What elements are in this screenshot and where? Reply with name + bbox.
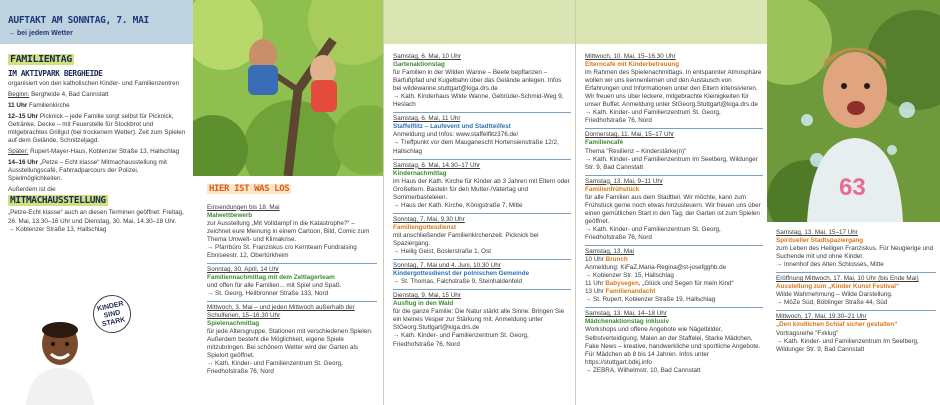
- c4-e2-text: Thema "Resilienz – Kinderstärke(n)": [585, 147, 687, 155]
- section-title: HIER IST WAS LOS: [209, 184, 290, 194]
- mitmach-text: „Petze-Echt klasse“ auch an diesen Terminen geöffnet: Freitag, 26. Mai, 13.30–16 Uhr und Dienstag, 30. Mai, 14.30–18 Uhr.: [8, 209, 184, 225]
- c2-e3-text: für jede Altersgruppe. Stationen mit verschiedenen Spielen. Außerdem besteht die Möglichkeit, eigene Spiele mitzubringen. Bei schönem Wetter wird der Garten als Spielort geöffnet.: [207, 328, 373, 360]
- c3-e2-text: Anmeldung und Infos: www.staffelflitz376.de/: [393, 131, 519, 139]
- c5-e1-text: zum Leben des Heiligen Franziskus. Für Neugierige und Suchende mit und ohne Kinder.: [776, 245, 934, 261]
- c4-e1-date: Mittwoch, 10. Mai, 15–16.30 Uhr: [585, 53, 676, 60]
- beginn-location: Bergheide 4, Bad Cannstatt: [31, 90, 109, 98]
- text-2: Picknick – jede Familie sorgt selbst für Picknick, Getränke, Decke – mit Feuerstelle für Stockbrot und mitgebrachtes Grillgut (bei trockenem Wetter). Zeit zum Spielen auf dem Gelände, Schnitzeljagd.: [8, 112, 186, 145]
- c4-e3-text: für alle Familien aus dem Stadtteil. Wir möchte, kann zum Frühstück gerne noch etwas hinzusteuern. Wir freuen uns über einen gemütlichen Start in den Tag, der Garten ist zum Spielen geöffnet.: [585, 193, 761, 225]
- c4-e5-title: Mädchenaktionstag inklusiv: [585, 318, 669, 326]
- c3-e1-text: für Familien in der Wilden Wanne – Beete bepflanzen – Barfußpfad und Kugelbahn über das Gelände anlegen. Infos bei wildewanne.stuttgart@kiga.drs.de: [393, 69, 562, 93]
- c2-e2-date: Sonntag, 30. April, 14 Uhr: [207, 265, 280, 273]
- c3-e4-text: mit anschließender Familienkirchenzeit. Picknick bei Spaziergang.: [393, 231, 539, 247]
- c4-e1-location: → Kath. Kinder- und Familienzentrum St. Georg, Friedhofstraße 76, Nord: [585, 109, 721, 125]
- page-subtitle: → bei jedem Wetter: [8, 30, 73, 37]
- c4-e5-text: Workshops und offene Angebote wie Nägelbilder, Selbstverteidigung, Malen an der Staffelei, Starke Mädchen, Fake News – kreative, handwerkliche und sportliche Angebote. Für Mädchen ab 8 bis 14 Jahren. Infos unter https://stuttgart.bdkj.info: [585, 326, 761, 366]
- c4-e4-l1: 10 Uhr: [585, 256, 604, 264]
- c5-e3-title: „Den kindlichen Schlaf sicher gestalten“: [776, 321, 898, 329]
- c3-e3-text: im Haus der Kath. Kirche für Kinder ab 3 Jahren mit Eltern oder Großeltern. Basteln für den Mutter-/Vatertag und Sommerbasteleien.: [393, 177, 570, 201]
- c3-e5-date: Sonntag, 7. Mai und 4. Juni, 10.30 Uhr: [393, 262, 501, 270]
- column-hier-ist-was-los: [193, 0, 383, 405]
- time-2: 12–15 Uhr: [8, 112, 39, 120]
- c4-e4-l2: Anmeldung: KiFaZ.Maria-Regina@st-josefgghb.de: [585, 264, 727, 272]
- c4-e5-location: → ZEBRA, Wilhelmstr. 10, Bad Cannstatt: [585, 366, 701, 374]
- c3-e6-title: Ausflug in den Wald: [393, 300, 454, 308]
- c3-e4-title: Familiengottesdienst: [393, 223, 456, 231]
- beginn-label: Beginn:: [8, 90, 30, 98]
- c3-e1-date: Samstag, 6. Mai, 10 Uhr: [393, 53, 461, 60]
- mitmach-title: MITMACHAUSSTELLUNG: [10, 195, 106, 207]
- text-3: „Petze – Echt klasse“ Mitmachausstellung mit Ausstellungscafé, Fahrradparcours der Polizei, Spielmöglichkeiten.: [8, 159, 167, 183]
- kids-climbing-tree-photo: [193, 0, 383, 176]
- c4-e1-title: Elterncafé mit Kinderbetreuung: [585, 61, 680, 69]
- time-3: 14–16 Uhr: [8, 159, 39, 167]
- c3-e4-date: Sonntag, 7. Mai, 9.30 Uhr: [393, 215, 465, 223]
- c3-e2-location: → Treffpunkt vor dem Mauganescht Hortensienstraße 12/2, Hallschlag: [393, 139, 559, 155]
- c5-e3-date: Mittwoch, 17. Mai, 19.30–21 Uhr: [776, 313, 867, 321]
- c3-e3-date: Samstag, 6. Mai, 14.30–17 Uhr: [393, 161, 481, 169]
- c5-e1-title: Spiritueller Stadtspaziergang: [776, 237, 864, 245]
- page-title: AUFTAKT AM SONNTAG, 7. MAI: [8, 15, 149, 26]
- c2-e1-text: zur Ausstellung „Mit Volldampf in die Katastrophe?“ – zeichnet eure Meinung in einem Cartoon, Bild, Comic zum Thema Umwelt- und Klimakrise.: [207, 219, 370, 243]
- c4-e4-l1b: Brunch: [605, 256, 628, 264]
- c3-e5-title: Kindergottesdienst der polnischen Gemeinde: [393, 270, 530, 278]
- c4-e4-l5b: Familienandacht: [605, 288, 656, 296]
- spaeter-label: Später:: [8, 148, 29, 156]
- c4-e1-text: im Rahmen des Spielenachmittags. In entspannter Atmosphäre wollen wir uns kennenlernen und den Austausch von Erfahrungen und Informationen unter den Eltern intensivieren. Wir freuen uns über leckere, mitgebrachte Kleinigkeiten für unser Buffet. Anmeldung unter StGeorg.Stuttgart@kiga.drs.de: [585, 69, 762, 109]
- c5-e1-date: Samstag, 13. Mai, 15–17 Uhr: [776, 229, 858, 236]
- column-events-3: [383, 0, 575, 405]
- c4-e4-location: → St. Rupert, Koblenzer Straße 19, Hallschlag: [585, 296, 716, 304]
- c3-e6-text: für die ganze Familie: Die Natur stärkt alle Sinne. Bringen Sie ein kleines Vesper zur Stärkung mit. Anmeldung unter StGeorg.Stuttgart@kiga.drs.de: [393, 308, 565, 332]
- ausserdem-text: Außerdem ist die: [8, 186, 56, 194]
- c4-e5-date: Samstag, 13. Mai, 14–18 Uhr: [585, 310, 667, 318]
- c3-e1-title: Gartenaktionstag: [393, 61, 445, 69]
- spaeter-location: Rupert-Mayer-Haus, Koblenzer Straße 13, Hallschlag: [30, 148, 180, 156]
- time-1: 11 Uhr: [8, 101, 28, 109]
- c3-e5-location: → St. Thomas, Falchstraße 9, Steinhaldenfeld: [393, 278, 523, 286]
- c3-e6-date: Dienstag, 9. Mai, 15 Uhr: [393, 292, 461, 300]
- c4-e3-date: Samstag, 13. Mai, 9–11 Uhr: [585, 177, 663, 185]
- c4-e2-location: → Kath. Kinder- und Familienzentrum Im Seelberg, Wildunger Str. 9, Bad Cannstatt: [585, 155, 758, 171]
- c4-e4-l3: → Koblenzer Str. 15, Hallschlag: [585, 272, 674, 280]
- c2-e1-date: Einsendungen bis 18. Mai: [207, 203, 280, 211]
- c2-e3-title: Spielenachmittag: [207, 320, 260, 328]
- column-familientag: [0, 0, 193, 405]
- c5-e3-text: Vortragsreihe "Fxklug": [776, 329, 839, 337]
- c5-e2-location: → MöZe Süd, Böblinger Straße 44, Süd: [776, 299, 888, 307]
- svg-text:63: 63: [839, 174, 866, 201]
- familientag-title: FAMILIENTAG: [10, 54, 72, 65]
- c4-e3-location: → Kath. Kinder- und Familienzentrum St. Georg, Friedhofstraße 76, Nord: [585, 225, 721, 241]
- child-photo: [20, 318, 98, 405]
- column-events-5: [767, 0, 940, 405]
- c4-e4-l4: 11 Uhr: [585, 280, 604, 288]
- c5-e2-date: Eröffnung Mittwoch, 17. Mai, 10 Uhr (bis Ende Mai): [776, 275, 919, 283]
- mitmach-location: → Koblenzer Straße 13, Hallschlag: [8, 225, 107, 233]
- c4-e4-l4c: , „Glück und Segen für mein Kind“: [638, 280, 734, 288]
- familientag-intro: organisiert von den katholischen Kinder- und Familienzentren: [8, 79, 180, 87]
- c3-e2-date: Samstag, 6. Mai, 11 Uhr: [393, 115, 461, 123]
- c5-e1-location: → Innenhof des Alten Schlosses, Mitte: [776, 261, 884, 269]
- c5-e2-title: Ausstellung zum „Kinder Kunst Festival“: [776, 283, 900, 291]
- c2-e2-title: Familiennachmittag mit dem Zeltlagerteam: [207, 273, 335, 281]
- c3-e4-location: → Heilig Geist, Boslerstraße 1, Ost: [393, 248, 491, 256]
- column-events-4: [575, 0, 767, 405]
- familientag-subtitle: IM AKTIVPARK BERGHEIDE: [8, 68, 103, 78]
- c2-e2-text: und offen für alle Familien... mit Spiel und Spaß.: [207, 281, 342, 289]
- c3-e2-title: Staffelflitz – Laufevent und Stadtteilfest: [393, 123, 511, 131]
- c3-e3-location: → Haus der Kath. Kirche, Königstraße 7, Mitte: [393, 201, 523, 209]
- c4-e4-l5: 13 Uhr: [585, 288, 604, 296]
- c4-e2-title: Familiencafé: [585, 139, 624, 147]
- c2-e3-date: Mittwoch, 3. Mai – und jeden Mittwoch außerhalb der Schulferien, 15–16.30 Uhr: [207, 304, 355, 320]
- c4-e4-l4b: Babysegen: [605, 280, 639, 288]
- c3-e1-location: → Kath. Kinderhaus Wilde Wanne, Gebrüder-Schmid-Weg 9, Heslach: [393, 93, 564, 109]
- c3-e6-location: → Kath. Kinder- und Familienzentrum St. Georg, Friedhofstraße 76, Nord: [393, 332, 529, 348]
- girl-water-splash-photo: [767, 0, 940, 222]
- c4-e4-date: Samstag, 13. Mai: [585, 248, 634, 256]
- kinder-sind-stark-badge: KINDER SIND STARK: [89, 291, 134, 336]
- c2-e1-location: → Pfarrbüro St. Franziskus c/o Kernteam Fundraising Ebniseestr. 12, Obertürkheim: [207, 243, 357, 259]
- c2-e1-title: Malwettbewerb: [207, 211, 253, 219]
- text-1: Familienkirche: [29, 101, 70, 109]
- c4-e3-title: Familienfrühstück: [585, 185, 640, 193]
- c2-e3-location: → Kath. Kinder- und Familienzentrum St. Georg, Friedhofstraße 76, Nord: [207, 360, 343, 376]
- c2-e2-location: → St. Georg, Heilbronner Straße 133, Nord: [207, 289, 329, 297]
- c5-e3-location: → Kath. Kinder- und Familienzentrum Im Seelberg, Wildunger Str. 9, Bad Cannstatt: [776, 337, 919, 353]
- c5-e2-text: Wilde Wahrnehmung – Wilde Darstellung.: [776, 291, 893, 299]
- c4-e2-date: Donnerstag, 11. Mai, 15–17 Uhr: [585, 131, 675, 139]
- c3-e3-title: Kindernachmittag: [393, 169, 447, 177]
